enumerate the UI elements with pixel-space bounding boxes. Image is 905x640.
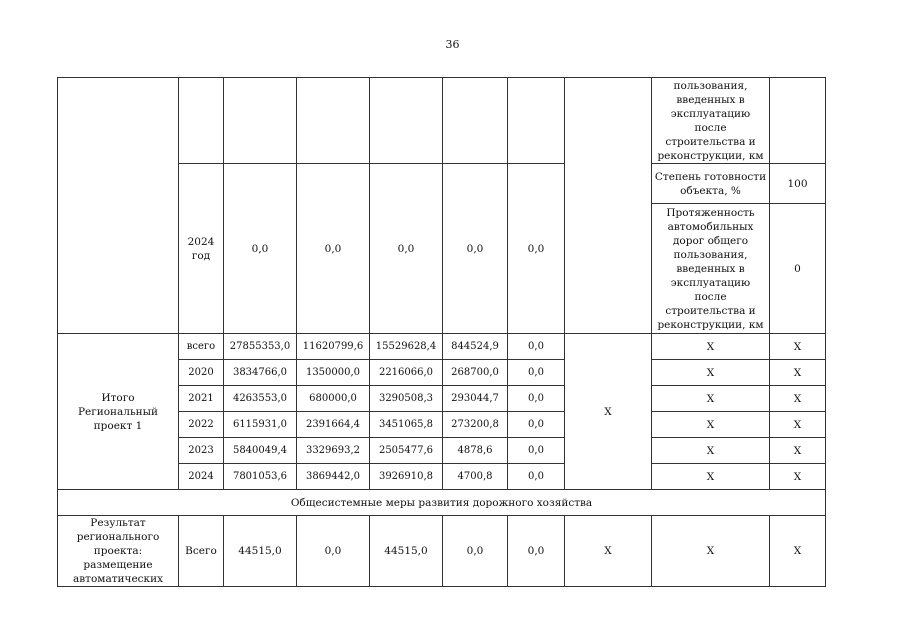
result-mark: Х — [565, 516, 652, 587]
indicator-value: Х — [770, 516, 826, 587]
value-cell: 0,0 — [297, 164, 370, 334]
indicator-value: 100 — [770, 164, 826, 204]
total-label: Итого Региональный проект 1 — [58, 334, 179, 490]
value-cell: 3329693,2 — [297, 438, 370, 464]
page-number: 36 — [445, 38, 460, 51]
indicator-text: Х — [652, 360, 770, 386]
value-cell: 0,0 — [508, 516, 565, 587]
indicator-text: Х — [652, 438, 770, 464]
section-title: Общесистемные меры развития дорожного хозяйства — [58, 490, 826, 516]
indicator-text: Х — [652, 412, 770, 438]
value-cell: 2391664,4 — [297, 412, 370, 438]
table-row — [58, 490, 826, 516]
value-cell: 5840049,4 — [224, 438, 297, 464]
value-cell: 4263553,0 — [224, 386, 297, 412]
empty-mark-cell — [565, 78, 652, 334]
year-cell: 2023 — [179, 438, 224, 464]
year-cell: всего — [179, 334, 224, 360]
indicator-text: Х — [652, 334, 770, 360]
indicator-text: Х — [652, 386, 770, 412]
value-cell: 0,0 — [508, 334, 565, 360]
empty-label-cell — [58, 78, 179, 334]
value-cell: 3451065,8 — [370, 412, 443, 438]
table-row — [58, 334, 826, 360]
value-cell: 680000,0 — [297, 386, 370, 412]
value-cell: 273200,8 — [443, 412, 508, 438]
value-cell: 0,0 — [508, 360, 565, 386]
value-cell: 6115931,0 — [224, 412, 297, 438]
indicator-text: Х — [652, 516, 770, 587]
indicator-text: Х — [652, 464, 770, 490]
value-cell: 3290508,3 — [370, 386, 443, 412]
table-row — [58, 78, 826, 164]
value-cell: 0,0 — [297, 516, 370, 587]
result-label: Результат регионального проекта: размещение автоматических — [58, 516, 179, 587]
value-cell: 3834766,0 — [224, 360, 297, 386]
value-cell: 1350000,0 — [297, 360, 370, 386]
indicator-value — [770, 78, 826, 164]
value-cell: 3869442,0 — [297, 464, 370, 490]
indicator-value: Х — [770, 386, 826, 412]
indicator-value: Х — [770, 360, 826, 386]
indicator-value: Х — [770, 334, 826, 360]
value-cell: 0,0 — [224, 164, 297, 334]
value-cell: 11620799,6 — [297, 334, 370, 360]
value-cell: 44515,0 — [224, 516, 297, 587]
value-cell: 0,0 — [370, 164, 443, 334]
year-cell: 2024 — [179, 464, 224, 490]
value-cell: 0,0 — [508, 164, 565, 334]
value-cell: 7801053,6 — [224, 464, 297, 490]
indicator-value: Х — [770, 412, 826, 438]
total-mark: Х — [565, 334, 652, 490]
value-cell: 3926910,8 — [370, 464, 443, 490]
indicator-value: Х — [770, 464, 826, 490]
year-cell: 2022 — [179, 412, 224, 438]
indicator-text: Степень готовности объекта, % — [652, 164, 770, 204]
value-cell: 844524,9 — [443, 334, 508, 360]
year-cell: 2024 год — [179, 164, 224, 334]
year-cell: 2021 — [179, 386, 224, 412]
year-cell: Всего — [179, 516, 224, 587]
indicator-value: 0 — [770, 204, 826, 334]
value-cell: 4700,8 — [443, 464, 508, 490]
value-cell: 27855353,0 — [224, 334, 297, 360]
value-cell: 268700,0 — [443, 360, 508, 386]
value-cell: 15529628,4 — [370, 334, 443, 360]
value-cell: 44515,0 — [370, 516, 443, 587]
year-cell: 2020 — [179, 360, 224, 386]
value-cell: 2216066,0 — [370, 360, 443, 386]
budget-table — [57, 77, 826, 587]
value-cell: 0,0 — [443, 516, 508, 587]
value-cell: 0,0 — [508, 464, 565, 490]
value-cell: 293044,7 — [443, 386, 508, 412]
value-cell: 4878,6 — [443, 438, 508, 464]
table-row — [58, 516, 826, 587]
value-cell: 0,0 — [508, 412, 565, 438]
indicator-value: Х — [770, 438, 826, 464]
value-cell: 0,0 — [508, 386, 565, 412]
value-cell: 2505477,6 — [370, 438, 443, 464]
indicator-text: Протяженность автомобильных дорог общего пользования, введенных в эксплуатацию после строительства и реконструкции, км — [652, 204, 770, 334]
value-cell: 0,0 — [443, 164, 508, 334]
value-cell: 0,0 — [508, 438, 565, 464]
indicator-text: пользования, введенных в эксплуатацию после строительства и реконструкции, км — [652, 78, 770, 164]
